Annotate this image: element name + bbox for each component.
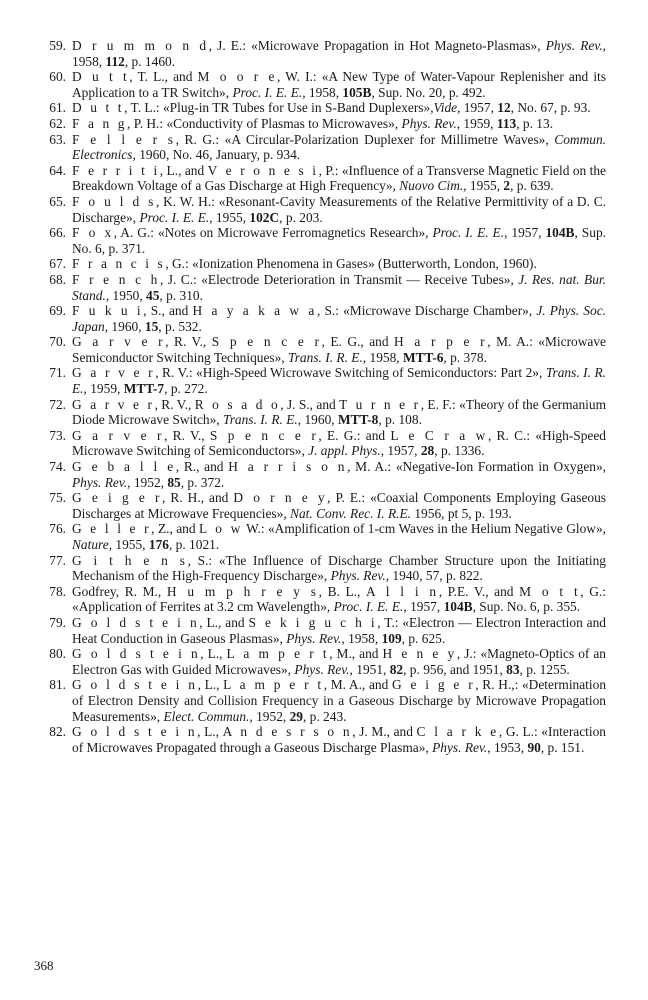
reference-text: , p. 1336. [434, 443, 485, 459]
author-name: F e l l e r s [72, 131, 176, 147]
author-name: G a r v e r [72, 365, 156, 381]
reference-entry [28, 256, 606, 272]
reference-text: , 1960, [297, 412, 338, 428]
reference-text: , J.: «Magneto-Optics of an Electron Gas with Guided Microwaves», [72, 646, 607, 677]
author-name: H a r r i s o n [228, 459, 348, 475]
author-name: F a n g [72, 115, 128, 131]
reference-number: 63. [49, 131, 66, 147]
reference-text: , M. A., and [323, 677, 392, 693]
volume-number: MTT-6 [402, 349, 444, 365]
volume-number: 112 [105, 53, 125, 69]
reference-entry [28, 521, 606, 552]
author-name: G a r v e r [72, 334, 166, 350]
volume-number: 12 [497, 100, 511, 116]
reference-entry [28, 428, 606, 459]
reference-text: , M., and [329, 646, 383, 662]
reference-text: , 1958, [362, 349, 403, 365]
journal-title: Proc. I. E. E. [333, 599, 404, 615]
reference-text: Godfrey [72, 583, 116, 599]
reference-text: , p. 1460. [124, 53, 176, 69]
journal-title: Elect. Commun. [163, 708, 250, 724]
reference-text: , 1940, 57, p. 822. [385, 568, 483, 584]
reference-entry [28, 615, 606, 646]
volume-number: 104B [545, 225, 575, 241]
reference-text: , T.: «Electron — Electron Interaction and Heat Conduction in Gaseous Plasmas», [72, 614, 606, 646]
reference-text: , L., [200, 646, 227, 662]
reference-entry [28, 163, 606, 194]
reference-number: 81. [49, 677, 66, 693]
reference-text: , 1952, [249, 708, 290, 724]
author-name: G a r v e r [72, 427, 165, 443]
reference-text: , 1957, [403, 599, 444, 615]
journal-title: Phys. Rev. [294, 661, 350, 677]
author-name: L a m p e r t [226, 646, 330, 662]
author-name: T u r n e r [339, 396, 421, 412]
reference-text: , G. L.: «Interaction of Microwaves Propagated through a Gaseous Discharge Plasma», [72, 724, 606, 755]
author-name: V e r o n e s i [207, 162, 319, 178]
volume-number: 82 [389, 661, 404, 677]
reference-text: , T. L., and [129, 69, 198, 85]
reference-text: , J. S., and [280, 396, 340, 412]
reference-number: 74. [49, 459, 66, 475]
reference-number: 66. [49, 225, 66, 241]
reference-number: 61. [49, 100, 66, 116]
volume-number: 176 [148, 537, 169, 552]
reference-text: , Sup. No. 6, p. 355. [472, 599, 581, 615]
reference-number: 69. [49, 303, 66, 319]
reference-text: , R. C.: «High-Speed Microwave Switching of Semiconductors», [72, 427, 607, 459]
reference-entry [28, 397, 606, 428]
author-name: G o l d s t e i n [72, 614, 200, 630]
volume-number: 90 [527, 739, 541, 755]
reference-text: , 1955, [463, 178, 504, 194]
author-name: R o s a d o [194, 396, 281, 412]
author-name: G e l l e r [72, 521, 152, 537]
journal-title: Vide [433, 100, 458, 116]
reference-number: 64. [49, 162, 66, 178]
reference-list [28, 38, 606, 755]
author-name: F o u l d s [72, 193, 156, 209]
journal-title: Nat. Conv. Rec. I. R.E. [290, 505, 412, 521]
reference-entry [28, 646, 606, 677]
journal-title: J. Phys. Soc. Japan [72, 303, 606, 334]
author-name: S e k i g u c h i [248, 614, 378, 630]
reference-text: , M. A.: «Microwave Semiconductor Switching Techniques», [72, 334, 606, 365]
reference-number: 59. [49, 38, 66, 53]
author-name: A l l i n [365, 583, 439, 599]
author-name: F o x [72, 225, 114, 241]
reference-number: 82. [49, 724, 66, 740]
author-name: C l a r k e [416, 724, 499, 740]
reference-number: 67. [49, 256, 66, 272]
author-name: F e r r i t i [72, 162, 160, 178]
author-name: G a r v e r [72, 396, 155, 412]
reference-text: , p. 243. [302, 708, 347, 724]
reference-text: , p. 532. [158, 318, 202, 334]
reference-number: 75. [49, 490, 66, 506]
reference-number: 76. [49, 521, 66, 537]
reference-text: , R. V., [165, 334, 212, 350]
volume-number: 15 [144, 318, 159, 334]
volume-number: 83 [506, 661, 520, 677]
reference-text: , 1959, [456, 115, 497, 131]
reference-text: , Z., and [151, 521, 199, 537]
reference-text: , 1958, [341, 630, 382, 646]
volume-number: 29 [289, 708, 303, 724]
reference-text: , R. V., [154, 396, 195, 412]
volume-number: 102C [249, 209, 280, 225]
reference-text: , P. E.: «Coaxial Components Employing Gaseous Discharges at Microwave Frequencies», [72, 490, 607, 521]
reference-text: , p. 108. [378, 412, 422, 428]
reference-text: , p. 625. [401, 630, 446, 646]
author-name: D u t t [72, 69, 130, 85]
reference-text: , S.: «Microwave Discharge Chamber», [316, 303, 537, 319]
reference-text: , p. 372. [180, 474, 225, 490]
reference-text: , W. I.: «A New Type of Water-Vapour Replenisher and its Application to a TR Switch», [72, 69, 606, 100]
reference-text: , Sup. No. 6, p. 371. [72, 225, 606, 256]
author-name: F r a n c i s [72, 256, 166, 272]
reference-text: , J. C.: «Electrode Deterioration in Transmit — Receive Tubes», [159, 271, 519, 287]
journal-title: J. Res. nat. Bur. Stand. [72, 271, 606, 303]
reference-number: 62. [49, 115, 66, 131]
reference-entry [28, 724, 606, 755]
reference-text: , P. H.: «Conductivity of Plasmas to Microwaves», [127, 115, 402, 131]
reference-entry [28, 459, 606, 490]
reference-text: , 1960, [104, 318, 145, 334]
reference-text: , p. 1255. [519, 661, 570, 677]
journal-title: Commun. Electronics [72, 131, 606, 163]
journal-title: Proc. I. E. E. [432, 225, 505, 241]
reference-text: , p. 378. [443, 349, 487, 365]
reference-text: , R. H.,: «Determination of Electron Density and Collision Frequency in a Gaseous Discharge by Microwave Propagation Measurements», [72, 677, 607, 724]
reference-text: , 1953, [487, 739, 528, 755]
reference-number: 68. [49, 271, 66, 287]
reference-text: , L., and [199, 614, 249, 630]
reference-text: , 1958, [302, 84, 343, 100]
author-name: S p e n c e r [211, 334, 322, 350]
reference-number: 71. [49, 365, 66, 381]
journal-title: Trans. I. R. E. [72, 365, 606, 397]
author-name: F u k u i [72, 303, 144, 319]
reference-text: , P.E. V., and [438, 583, 520, 599]
reference-text: W.: «Amplification of 1-cm Waves in the Helium Negative Glow», [242, 521, 606, 537]
reference-text: , L., [197, 677, 224, 693]
reference-text: , P.: «Influence of a Transverse Magnetic Field on the Breakdown Voltage of a Gas Discharge at High Frequency», [72, 162, 606, 194]
journal-title: Phys. Rev. [286, 630, 342, 646]
author-name: G i t h e n s [72, 552, 188, 568]
author-name: D o r n e y [233, 490, 328, 506]
journal-title: Proc. I. E. E. [139, 209, 210, 225]
reference-text: , 1952, [127, 474, 168, 490]
reference-text: , 1958, [72, 38, 606, 69]
reference-number: 73. [49, 427, 66, 443]
author-name: G o l d s t e i n [72, 646, 201, 662]
author-name: M o t t [519, 583, 581, 599]
reference-text: 1956, pt 5, p. 193. [411, 505, 512, 521]
reference-text: , 1955, [209, 209, 250, 225]
volume-number: 28 [420, 443, 435, 459]
reference-text: , E. F.: «Theory of the Germanium Diode Microwave Switch», [72, 396, 606, 428]
journal-title: Phys. Rev. [432, 739, 488, 755]
volume-number: 85 [167, 474, 181, 490]
journal-title: Phys. Rev. [545, 38, 603, 53]
journal-title: J. appl. Phys. [308, 443, 381, 459]
journal-title: Phys. Rev. [330, 568, 386, 584]
reference-entry [28, 225, 606, 256]
reference-number: 80. [49, 646, 66, 662]
reference-text: , J. M., and [352, 724, 417, 740]
reference-text: , R. V., [164, 427, 210, 443]
reference-text: , K. W. H.: «Resonant-Cavity Measurements of the Relative Permittivity of a D. C. Discharge», [72, 193, 606, 225]
reference-text: , B. L., [318, 583, 366, 599]
reference-text: , L., and [159, 162, 208, 178]
reference-number: 60. [49, 69, 66, 85]
journal-title: Phys. Rev. [72, 474, 128, 490]
reference-entry [28, 303, 606, 334]
reference-entry [28, 194, 606, 225]
reference-text: , G.: «Ionization Phenomena in Gases» (Butterworth, London, 1960). [165, 256, 537, 272]
reference-text: , R. G.: «A Circular-Polarization Duplexer for Millimetre Waves», [175, 131, 555, 147]
journal-title: Trans. I. R. E. [223, 412, 298, 428]
author-name: F r e n c h [72, 271, 160, 287]
reference-text: , R. V.: «High-Speed Wicrowave Switching of Semiconductors: Part 2», [155, 365, 546, 381]
reference-text: , p. 1021. [168, 537, 220, 552]
volume-number: 113 [496, 115, 517, 131]
reference-text: , T. L.: «Plug-in TR Tubes for Use in S-Band Duplexers», [124, 100, 434, 116]
author-name: L e C r a w [390, 427, 488, 443]
reference-entry [28, 38, 606, 69]
reference-entry [28, 69, 606, 100]
reference-number: 78. [49, 583, 66, 599]
reference-text: , p. 639. [510, 178, 554, 194]
reference-text: , L., [197, 724, 223, 740]
reference-text: , p. 956, and 1951, [403, 661, 507, 677]
reference-text: , A. G.: «Notes on Microwave Ferromagnetics Research», [113, 225, 433, 241]
reference-text: , Sup. No. 20, p. 492. [371, 84, 486, 100]
volume-number: 2 [503, 178, 511, 194]
volume-number: MTT-8 [337, 412, 379, 428]
reference-number: 65. [49, 193, 66, 209]
page-number: 368 [34, 958, 54, 973]
reference-text: , 1960, No. 46, January, p. 934. [132, 147, 301, 163]
reference-entry [28, 272, 606, 303]
reference-text: , J. E.: «Microwave Propagation in Hot Magneto-Plasmas», [208, 38, 546, 53]
author-name: G o l d s t e i n [72, 677, 198, 693]
author-name: H a r p e r [394, 334, 488, 350]
author-name: G e i g e r [391, 677, 476, 693]
reference-text: , M. A.: «Negative-Ion Formation in Oxygen», [347, 459, 606, 475]
volume-number: 45 [146, 287, 160, 303]
reference-text: , p. 203. [279, 209, 323, 225]
reference-text: , p. 310. [159, 287, 203, 303]
reference-text: , R. H., and [162, 490, 234, 506]
reference-text: , E. G., and [321, 334, 395, 350]
author-name: G e b a l l e [72, 459, 176, 475]
reference-entry [28, 584, 606, 615]
author-name: G o l d s t e i n [72, 724, 198, 740]
author-name: G e i g e r [72, 490, 163, 506]
reference-text: , p. 151. [540, 739, 585, 755]
reference-entry [28, 490, 606, 521]
reference-number: 70. [49, 334, 66, 350]
reference-text: , 1959, [83, 381, 124, 397]
reference-entry [28, 132, 606, 163]
reference-entry [28, 365, 606, 396]
reference-text: , 1951, [349, 661, 390, 677]
reference-text: , R. M., [115, 583, 167, 599]
reference-text: , R., and [175, 459, 229, 475]
reference-text: , p. 272. [164, 381, 208, 397]
reference-entry [28, 116, 606, 132]
reference-text: , S.: «The Influence of Discharge Chamber Structure upon the Initiating Mechanism of the High-Frequency Discharge», [72, 552, 606, 584]
reference-text: , p. 13. [516, 115, 554, 131]
journal-title: Proc. I. E. E. [232, 84, 303, 100]
journal-title: Trans. I. R. E. [288, 349, 363, 365]
reference-number: 77. [49, 552, 66, 568]
author-name: D r u m m o n d [72, 38, 209, 53]
author-name: S p e n c e r [209, 427, 319, 443]
reference-number: 79. [49, 614, 66, 630]
reference-text: , No. 67, p. 93. [510, 100, 591, 116]
reference-entry [28, 677, 606, 724]
author-name: M o o r e [197, 69, 278, 85]
reference-text: , 1955, [108, 537, 149, 552]
reference-text: , G.: «Application of Ferrites at 3.2 cm Wavelength», [72, 583, 606, 615]
journal-title: Phys. Rev. [401, 115, 457, 131]
volume-number: MTT-7 [123, 381, 165, 397]
author-name: A n d e s r s o n [222, 724, 353, 740]
reference-number: 72. [49, 396, 66, 412]
reference-text: , S., and [143, 303, 193, 319]
reference-text: , 1957, [457, 100, 498, 116]
volume-number: 105B [342, 84, 372, 100]
author-name: H u m p h r e y s [166, 583, 319, 599]
author-name: D u t t [72, 100, 125, 116]
author-name: L o w [199, 521, 243, 537]
reference-entry [28, 553, 606, 584]
author-name: L a m p e r t [223, 677, 324, 693]
author-name: H a y a k a w a [192, 303, 317, 319]
volume-number: 109 [381, 630, 402, 646]
reference-text: , 1957, [380, 443, 421, 459]
author-name: H e n e y [382, 646, 457, 662]
reference-entry [28, 334, 606, 365]
reference-text: , 1957, [504, 225, 546, 241]
journal-title: Nuovo Cim. [399, 178, 464, 194]
reference-entry [28, 100, 606, 116]
volume-number: 104B [443, 599, 473, 615]
journal-title: Nature [72, 537, 109, 552]
reference-text: , E. G.: and [318, 427, 391, 443]
reference-text: , 1950, [105, 287, 147, 303]
